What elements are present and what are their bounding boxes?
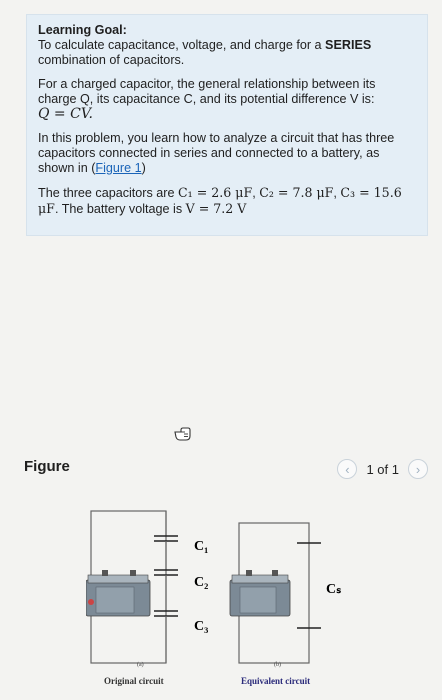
- battery-icon-a: [86, 570, 150, 616]
- goal-title: Learning Goal:: [38, 23, 127, 37]
- figure-link[interactable]: Figure 1: [95, 161, 142, 175]
- goal-intro: [38, 23, 417, 68]
- values-paragraph: The three capacitors are C₁ = 2.6 μF, C₂ = 7.8 μF, C₃ = 15.6 μF. The battery voltage is V = 7.2 V: [38, 185, 402, 216]
- figure-pager: [337, 459, 428, 479]
- c1-value: C₁ = 2.6 μF: [178, 185, 253, 200]
- tag-a: (a): [137, 662, 144, 668]
- original-circuit: [86, 511, 208, 663]
- chevron-right-icon[interactable]: ›: [408, 459, 428, 479]
- c2-value: C₂ = 7.8 μF: [259, 185, 334, 200]
- battery-value: V = 7.2 V: [185, 201, 247, 216]
- circuit-figure: [86, 508, 346, 673]
- caption-original: Original circuit: [104, 676, 164, 686]
- c2-label: C₂: [194, 575, 209, 590]
- formula: Q = CV.: [38, 106, 93, 122]
- goal-line-prefix: To calculate capacitance, voltage, and charge for a: [38, 38, 326, 52]
- relationship-text: For a charged capacitor, the general relationship between its charge Q, its capacitance C, and its potential difference V is:: [38, 77, 376, 106]
- c3-label: C₃: [194, 619, 209, 634]
- chevron-left-icon[interactable]: ‹: [337, 459, 357, 479]
- equivalent-circuit: [230, 523, 341, 663]
- relationship-paragraph: [38, 77, 417, 122]
- goal-line-suffix: combination of capacitors.: [38, 53, 185, 67]
- problem-text: In this problem, you learn how to analyze a circuit that has three capacitors connected in series and connected to a battery, as shown in (: [38, 131, 395, 175]
- cs-label: Cₛ: [326, 582, 342, 597]
- tag-b: (b): [274, 662, 281, 668]
- battery-icon-b: [230, 570, 290, 616]
- problem-text-end: ): [141, 161, 146, 175]
- values-prefix: The three capacitors are: [38, 186, 179, 200]
- hand-pointer-icon: [172, 424, 192, 442]
- learning-goal-card: [26, 14, 428, 236]
- caption-equivalent: Equivalent circuit: [241, 676, 311, 686]
- goal-emphasis: SERIES: [325, 38, 372, 52]
- c3-value: C₃ = 15.6 μF: [38, 185, 402, 216]
- c1-label: C₁: [194, 539, 209, 554]
- pager-text: 1 of 1: [366, 461, 399, 477]
- battery-prefix: . The battery voltage is: [54, 202, 186, 216]
- problem-paragraph: [38, 131, 417, 176]
- figure-label: Figure: [24, 458, 70, 475]
